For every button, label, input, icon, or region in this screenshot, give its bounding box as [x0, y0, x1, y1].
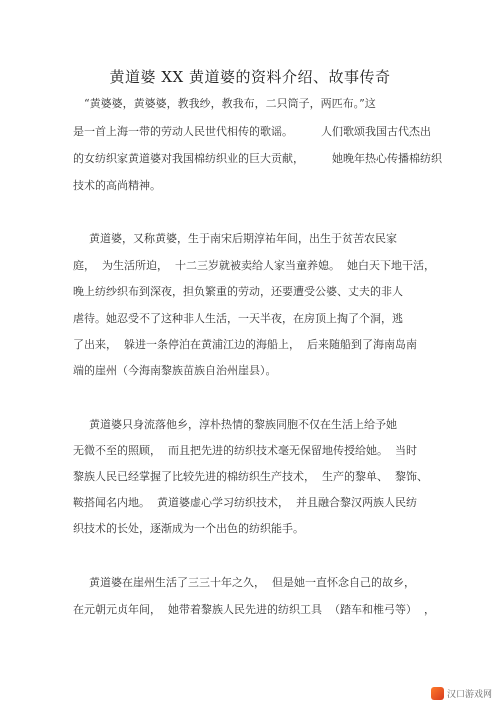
text-line: 晚上纺纱织布到深夜，担负繁重的劳动，还要遭受公婆、丈夫的非人 — [73, 285, 403, 298]
text-line: 在元朝元贞年间， 她带着黎族人民先进的纺织工具 （踏车和椎弓等） ， — [73, 603, 435, 616]
text-line: 虐待。她忍受不了这种非人生活，一天半夜，在房顶上掏了个洞，逃 — [73, 312, 403, 325]
watermark-text: 汉口游戏网 — [446, 690, 492, 700]
watermark-logo[interactable] — [431, 687, 492, 700]
gamepad-logo-icon — [431, 687, 444, 700]
text-line: 黄道婆只身流落他乡，淳朴热情的黎族同胞不仅在生活上给予她 — [89, 418, 397, 431]
text-line: 织技术的长处，逐渐成为一个出色的纺织能手。 — [73, 522, 304, 535]
text-line: 了出来， 躲进一条停泊在黄浦江边的海船上， 后来随船到了海南岛南 — [73, 338, 417, 351]
text-line: 无微不至的照顾， 而且把先进的纺织技术毫无保留地传授给她。 当时 — [73, 444, 417, 457]
text-line: 鞍搭闻名内地。 黄道婆虚心学习纺织技术， 并且融合黎汉两族人民纺 — [73, 496, 417, 509]
text-line: 技术的高尚精神。 — [73, 179, 161, 192]
text-line: 庭， 为生活所迫， 十二三岁就被卖给人家当童养媳。 她白天下地干活， — [73, 259, 435, 272]
text-line: 黄道婆在崖州生活了三三十年之久， 但是她一直怀念自己的故乡， — [89, 576, 415, 589]
text-line: 的女纺织家黄道婆对我国棉纺织业的巨大贡献， 她晚年热心传播棉纺织 — [73, 152, 442, 165]
text-line: 是一首上海一带的劳动人民世代相传的歌谣。 人们歌颂我国古代杰出 — [73, 125, 431, 138]
document-title: 黄道婆 XX 黄道婆的资料介绍、故事传奇 — [109, 68, 391, 86]
text-line: “黄婆婆，黄婆婆，教我纱，教我布，二只筒子，两匹布。”这 — [84, 97, 376, 110]
text-line: 黄道婆，又称黄婆，生于南宋后期淳祐年间，出生于贫苦农民家 — [89, 232, 397, 245]
text-line: 黎族人民已经掌握了比较先进的棉纺织生产技术， 生产的黎单、 黎饰、 — [73, 470, 428, 483]
text-line: 端的崖州（今海南黎族苗族自治州崖县）。 — [73, 364, 277, 377]
